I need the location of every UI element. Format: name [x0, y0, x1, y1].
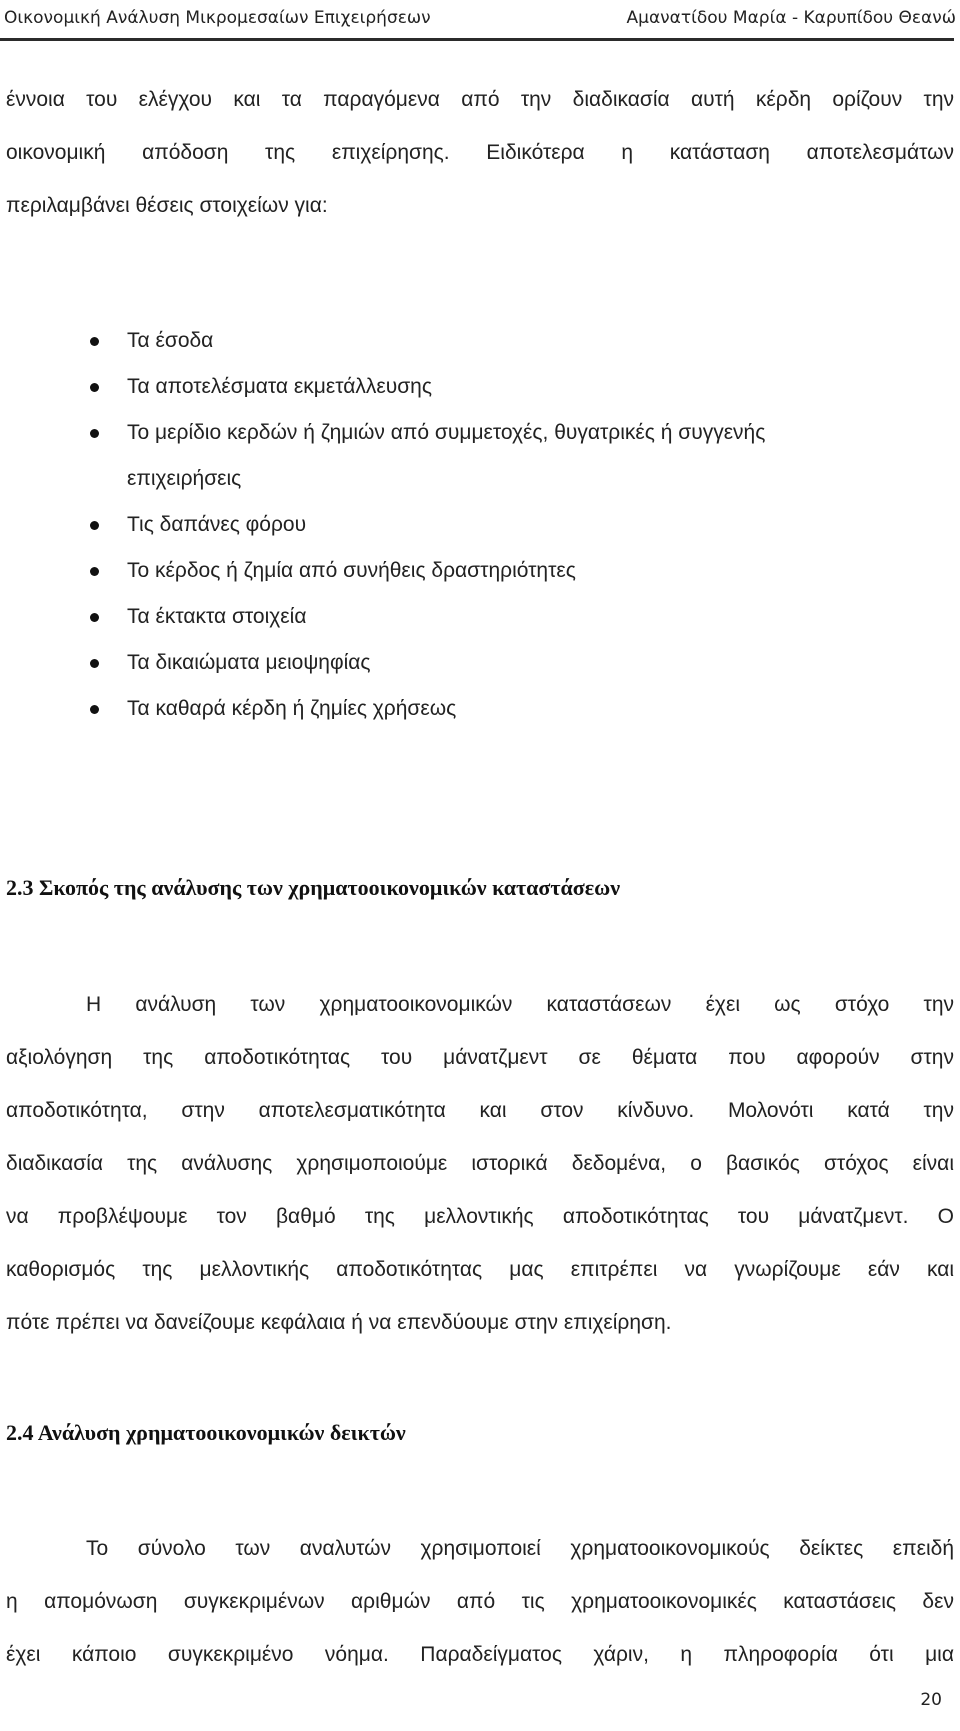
- intro-paragraph: [6, 73, 954, 232]
- page-number: 20: [920, 1690, 942, 1710]
- header-title-left: Οικονομική Ανάλυση Μικρομεσαίων Επιχειρήσεων: [4, 8, 431, 28]
- list-item: Τα καθαρά κέρδη ή ζημίες χρήσεως: [0, 686, 954, 732]
- paragraph-line: έχει κάποιο συγκεκριμένο νόημα. Παραδείγματος χάριν, η πληροφορία ότι μια: [6, 1643, 954, 1666]
- list-item: Τις δαπάνες φόρου: [0, 502, 954, 548]
- paragraph-line: Η ανάλυση των χρηματοοικονομικών καταστάσεων έχει ως στόχο την: [86, 993, 954, 1016]
- paragraph-line: η απομόνωση συγκεκριμένων αριθμών από τις χρηματοοικονομικές καταστάσεις δεν: [6, 1590, 954, 1613]
- section-heading-2-3: 2.3 Σκοπός της ανάλυσης των χρηματοοικονομικών καταστάσεων: [6, 875, 621, 900]
- paragraph-line: αξιολόγηση της αποδοτικότητας του μάνατζμεντ σε θέματα που αφορούν στην: [6, 1046, 954, 1069]
- bullet-icon: [90, 659, 99, 668]
- statement-items-list: [0, 318, 954, 732]
- list-item: Το κέρδος ή ζημία από συνήθεις δραστηριότητες: [0, 548, 954, 594]
- list-item: Τα δικαιώματα μειοψηφίας: [0, 640, 954, 686]
- section-2-4-paragraph: [6, 1522, 954, 1681]
- paragraph-line: περιλαμβάνει θέσεις στοιχείων για:: [6, 194, 328, 217]
- list-item: Τα έκτακτα στοιχεία: [0, 594, 954, 640]
- paragraph-line: αποδοτικότητα, στην αποτελεσματικότητα και στον κίνδυνο. Μολονότι κατά την: [6, 1099, 954, 1122]
- paragraph-line: διαδικασία της ανάλυσης χρησιμοποιούμε ιστορικά δεδομένα, ο βασικός στόχος είναι: [6, 1152, 954, 1175]
- list-item-continuation: επιχειρήσεις: [127, 467, 242, 490]
- bullet-icon: [90, 383, 99, 392]
- page-header: [0, 0, 960, 46]
- header-title-right: Αμανατίδου Μαρία - Καρυπίδου Θεανώ: [626, 8, 956, 28]
- section-2-3-paragraph: [6, 978, 954, 1349]
- paragraph-line: έννοια του ελέγχου και τα παραγόμενα από την διαδικασία αυτή κέρδη ορίζουν την: [6, 88, 954, 111]
- bullet-icon: [90, 521, 99, 530]
- bullet-icon: [90, 705, 99, 714]
- bullet-icon: [90, 567, 99, 576]
- paragraph-line: να προβλέψουμε τον βαθμό της μελλοντικής αποδοτικότητας του μάνατζμεντ. Ο: [6, 1205, 954, 1228]
- paragraph-line: καθορισμός της μελλοντικής αποδοτικότητας μας επιτρέπει να γνωρίζουμε εάν και: [6, 1258, 954, 1281]
- list-item: Τα έσοδα: [0, 318, 954, 364]
- paragraph-line: οικονομική απόδοση της επιχείρησης. Ειδικότερα η κατάσταση αποτελεσμάτων: [6, 141, 954, 164]
- paragraph-line: Το σύνολο των αναλυτών χρησιμοποιεί χρηματοοικονομικούς δείκτες επειδή: [86, 1537, 954, 1560]
- list-item: Τα αποτελέσματα εκμετάλλευσης: [0, 364, 954, 410]
- bullet-icon: [90, 613, 99, 622]
- list-item: Το μερίδιο κερδών ή ζημιών από συμμετοχές, θυγατρικές ή συγγενής: [0, 410, 954, 456]
- bullet-icon: [90, 337, 99, 346]
- section-heading-2-4: 2.4 Ανάλυση χρηματοοικονομικών δεικτών: [6, 1420, 406, 1445]
- bullet-icon: [90, 429, 99, 438]
- header-divider: [0, 38, 954, 41]
- paragraph-line: πότε πρέπει να δανείζουμε κεφάλαια ή να επενδύουμε στην επιχείρηση.: [6, 1311, 672, 1334]
